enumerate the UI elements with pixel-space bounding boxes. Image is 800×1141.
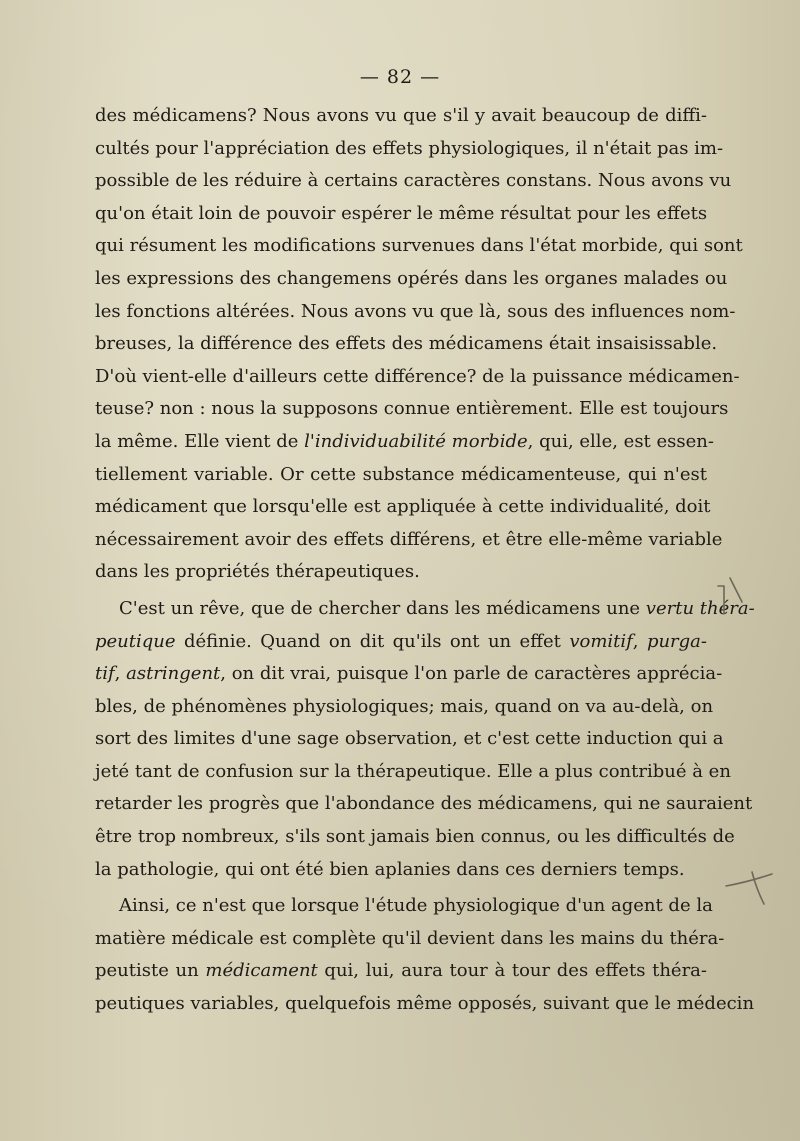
text-run: , qui, elle, est essen- bbox=[527, 430, 714, 452]
text-line bbox=[95, 165, 732, 198]
text-line bbox=[95, 459, 707, 492]
text-line bbox=[95, 788, 753, 821]
text-run: les fonctions altérées. Nous avons vu que là, sous des influences nom- bbox=[95, 300, 736, 322]
pencil-bracket-mark bbox=[712, 574, 752, 634]
text-run: , bbox=[632, 630, 647, 652]
text-line bbox=[95, 198, 707, 231]
text-run: C'est un rêve, que de chercher dans les médicamens une bbox=[119, 597, 646, 619]
text-run: des médicamens? Nous avons vu que s'il y avait beaucoup de diffi- bbox=[95, 105, 707, 126]
pencil-cross-mark bbox=[722, 864, 782, 914]
paragraph bbox=[95, 890, 755, 1020]
italic-text: vertu théra- bbox=[645, 597, 755, 619]
italic-text: médicament bbox=[205, 960, 318, 982]
text-run: cultés pour l'appréciation des effets physiologiques, il n'était pas im- bbox=[95, 137, 724, 159]
text-run: teuse? non : nous la supposons connue entièrement. Elle est toujours bbox=[95, 398, 729, 420]
text-line bbox=[95, 955, 707, 988]
text-run: être trop nombreux, s'ils sont jamais bien connus, ou les difficultés de bbox=[95, 826, 735, 848]
text-run: qui, lui, aura tour à tour des effets théra- bbox=[317, 960, 707, 982]
text-run: dans les propriétés thérapeutiques. bbox=[95, 561, 420, 583]
text-line bbox=[95, 923, 725, 956]
text-line bbox=[95, 230, 743, 263]
text-line bbox=[95, 988, 755, 1021]
text-line bbox=[95, 556, 707, 589]
text-line bbox=[95, 328, 718, 361]
italic-text: vomitif bbox=[569, 630, 633, 652]
text-run: qui résument les modifications survenues dans l'état morbide, qui sont bbox=[95, 235, 743, 257]
text-line bbox=[95, 100, 707, 133]
text-line bbox=[95, 658, 723, 691]
italic-text: l'individuabilité morbide bbox=[304, 430, 528, 452]
italic-text: tif bbox=[95, 663, 115, 685]
text-line bbox=[95, 393, 729, 426]
text-run: peutiques variables, quelquefois même opposés, suivant que le médecin bbox=[95, 993, 755, 1015]
text-run: nécessairement avoir des effets différens, et être elle-même variable bbox=[95, 528, 723, 550]
text-run: matière médicale est complète qu'il devient dans les mains du théra- bbox=[95, 927, 725, 949]
text-run: breuses, la différence des effets des médicamens était insaisissable. bbox=[95, 333, 718, 355]
text-run: la pathologie, qui ont été bien aplanies dans ces derniers temps. bbox=[95, 858, 685, 880]
text-run: qu'on était loin de pouvoir espérer le même résultat pour les effets bbox=[95, 202, 708, 224]
italic-text: astringent bbox=[126, 663, 221, 685]
text-line bbox=[95, 626, 707, 659]
text-run: sort des limites d'une sage observation, et c'est cette induction qui a bbox=[95, 728, 724, 750]
text-line bbox=[95, 524, 723, 557]
text-run: médicament que lorsqu'elle est appliquée à cette individualité, doit bbox=[95, 496, 711, 518]
text-run: Ainsi, ce n'est que lorsque l'étude physiologique d'un agent de la bbox=[119, 895, 713, 917]
text-line bbox=[95, 491, 711, 524]
text-run: bles, de phénomènes physiologiques; mais, quand on va au-delà, on bbox=[95, 695, 714, 717]
text-line bbox=[95, 296, 736, 329]
text-run: , bbox=[114, 663, 127, 685]
text-line bbox=[95, 593, 755, 626]
text-line bbox=[95, 756, 731, 789]
page-number: — 82 — bbox=[359, 66, 441, 88]
text-line bbox=[95, 723, 724, 756]
text-run: les expressions des changemens opérés dans les organes malades ou bbox=[95, 267, 728, 289]
italic-text: peutique bbox=[95, 630, 176, 652]
paragraph bbox=[95, 593, 755, 886]
text-line bbox=[95, 263, 728, 296]
text-run: tiellement variable. Or cette substance médicamenteuse, qui n'est bbox=[95, 463, 707, 485]
text-line bbox=[95, 361, 740, 394]
body-text bbox=[95, 100, 755, 1021]
text-line bbox=[95, 821, 735, 854]
text-line bbox=[95, 691, 714, 724]
text-run: définie. Quand on dit qu'ils ont un effet bbox=[175, 630, 570, 652]
italic-text: purga- bbox=[646, 630, 707, 652]
text-line bbox=[95, 426, 714, 459]
paragraph bbox=[95, 100, 743, 589]
text-run: D'où vient-elle d'ailleurs cette différence? de la puissance médicamen- bbox=[95, 365, 740, 387]
text-run: peutiste un bbox=[95, 960, 206, 982]
text-run: possible de les réduire à certains caractères constans. Nous avons vu bbox=[95, 170, 732, 192]
text-run: retarder les progrès que l'abondance des médicamens, qui ne sauraient bbox=[95, 793, 753, 815]
text-run: , on dit vrai, puisque l'on parle de caractères apprécia- bbox=[220, 663, 723, 685]
text-line bbox=[95, 890, 713, 923]
text-line bbox=[95, 133, 724, 166]
text-run: jeté tant de confusion sur la thérapeutique. Elle a plus contribué à en bbox=[95, 760, 731, 782]
text-run: la même. Elle vient de bbox=[95, 430, 305, 452]
text-line bbox=[95, 854, 707, 887]
